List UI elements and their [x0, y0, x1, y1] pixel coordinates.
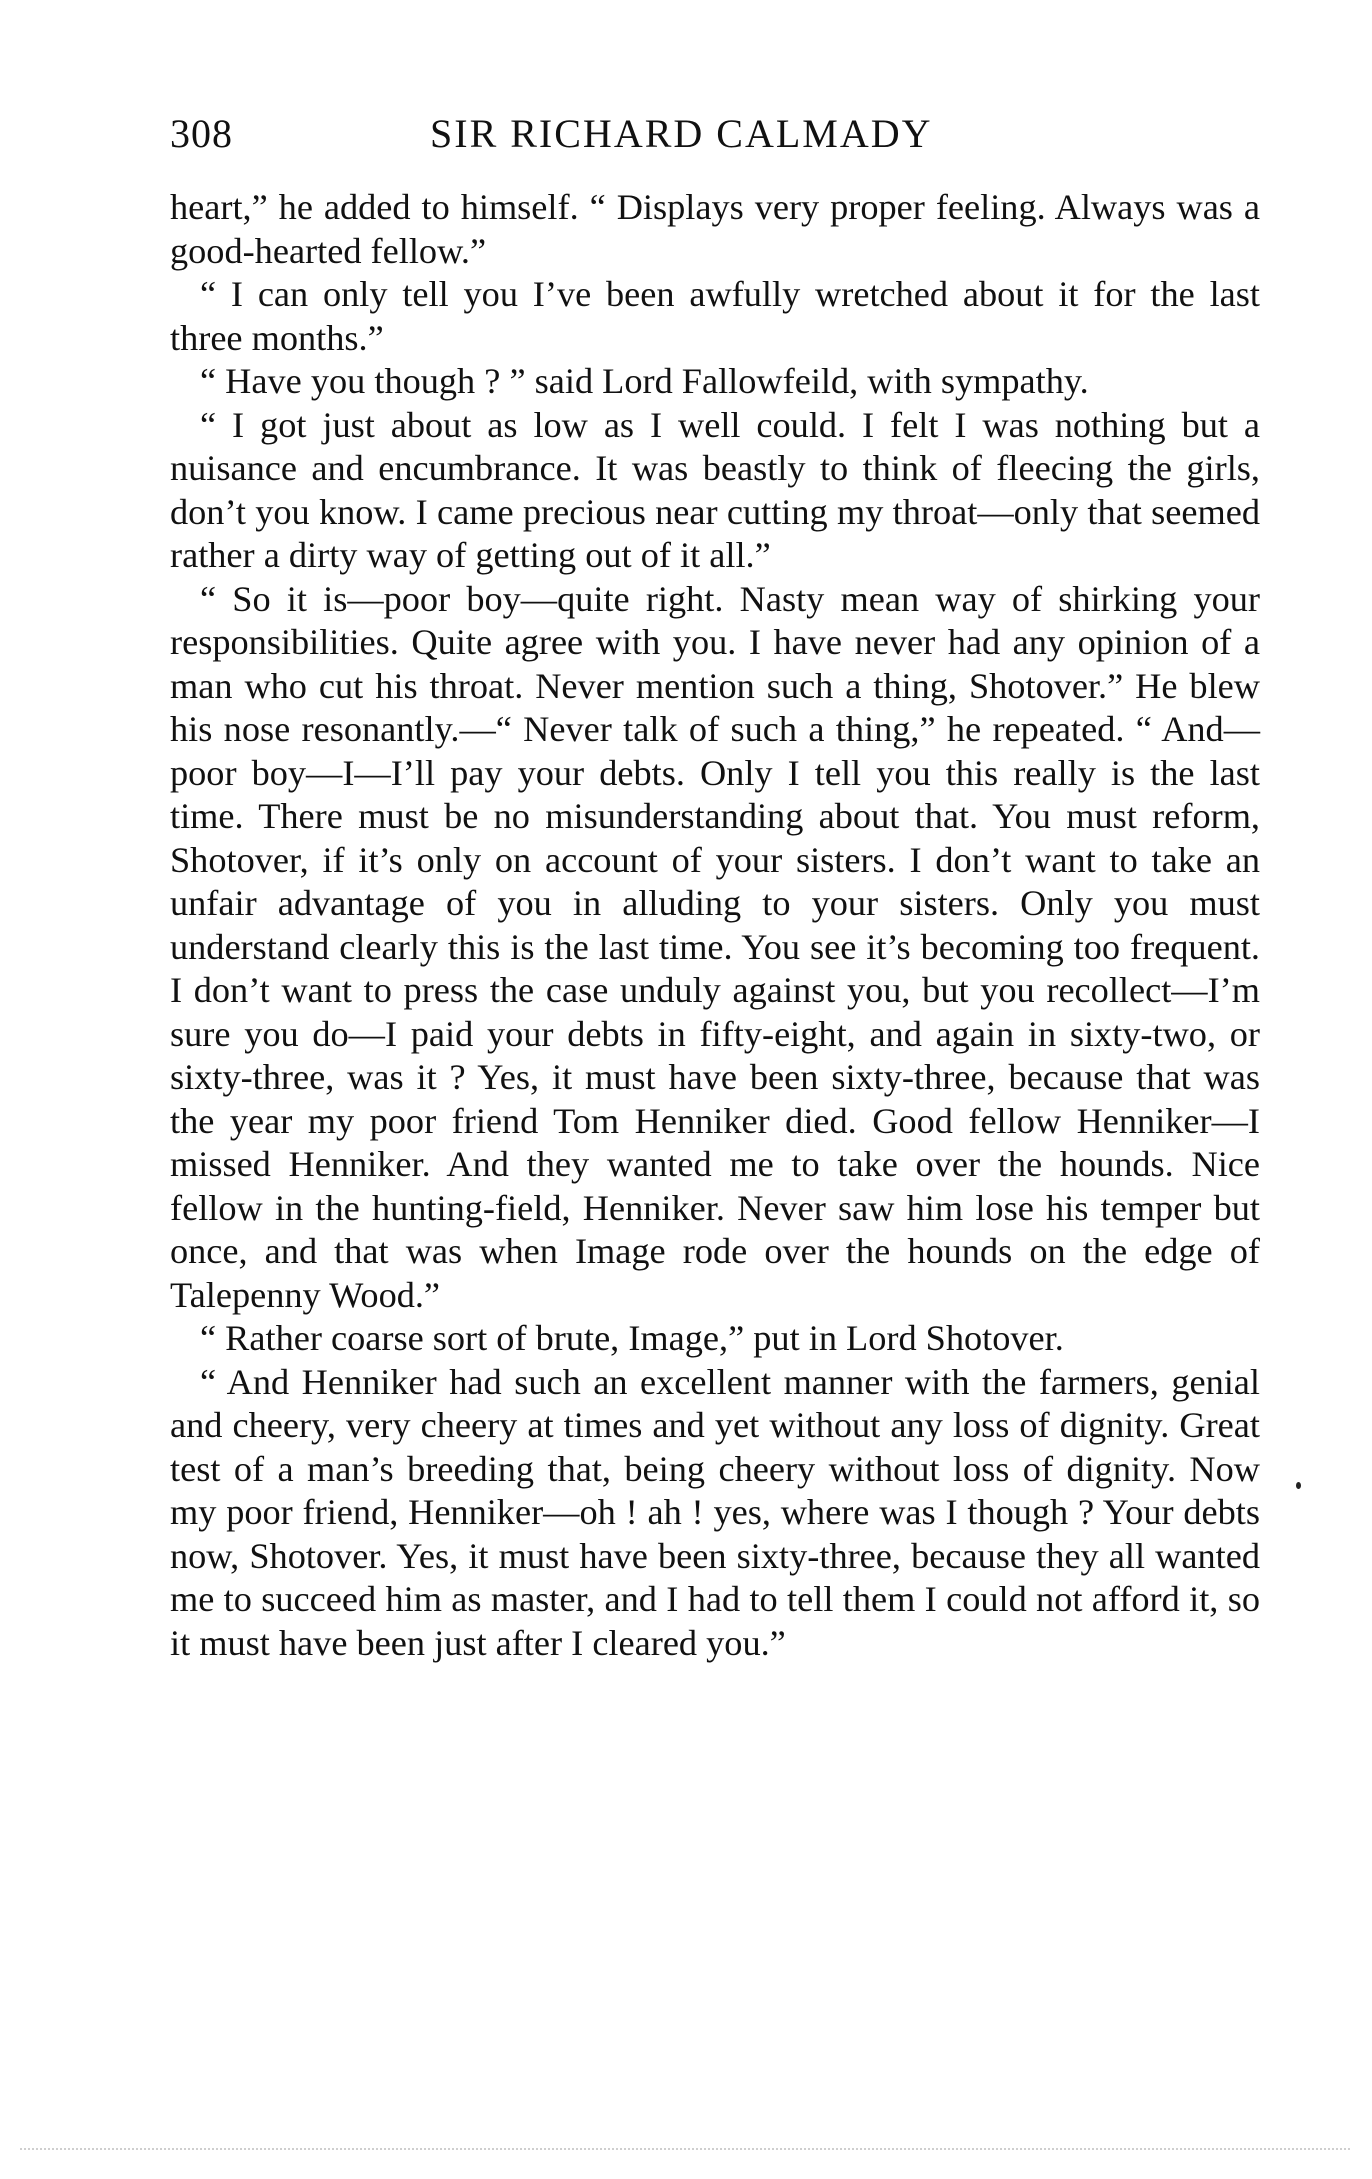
scan-edge-line	[20, 2148, 1350, 2150]
paragraph: “ I can only tell you I’ve been awfully wretched about it for the last three months.”	[170, 274, 1260, 358]
ink-speck	[1296, 1482, 1301, 1489]
book-page	[170, 100, 1260, 2060]
paragraph: “ Have you though ? ” said Lord Fallowfeild, with sympathy.	[200, 361, 1089, 401]
page-header	[170, 100, 1260, 168]
paragraph: “ And Henniker had such an excellent manner with the farmers, genial and cheery, very cheery at times and yet without any loss of dignity. Great test of a man’s breeding that, being cheery without loss of dignity. Now my poor friend, Henniker—oh ! ah ! yes, where was I though ? Your debts now, Shotover. Yes, it must have been sixty-three, because they all wanted me to succeed him as master, and I had to tell them I could not afford it, so it must have been just after I cleared you.”	[170, 1361, 1260, 1663]
paragraph: “ So it is—poor boy—quite right. Nasty mean way of shirking your responsibilities. Quite agree with you. I have never had any opinion of a man who cut his throat. Never mention such a thing, Shotover.” He blew his nose resonantly.—“ Never talk of such a thing,” he repeated. “ And—poor boy—I—I’ll pay your debts. Only I tell you this really is the last time. There must be no misunderstanding about that. You must reform, Shotover, if it’s only on account of your sisters. I don’t want to take an unfair advantage of you in alluding to your sisters. Only you must understand clearly this is the last time. You see it’s becoming too frequent. I don’t want to press the case unduly against you, but you recollect—I’m sure you do—I paid your debts in fifty-eight, and again in sixty-two, or sixty-three, was it ? Yes, it must have been sixty-three, because that was the year my poor friend Tom Henniker died. Good fellow Henniker—I missed Henniker. And they wanted me to take over the hounds. Nice fellow in the hunting-field, Henniker. Never saw him lose his temper but once, and that was when Image rode over the hounds on the edge of Talepenny Wood.”	[170, 578, 1260, 1315]
body-text	[170, 186, 1260, 1665]
paragraph: “ Rather coarse sort of brute, Image,” put in Lord Shotover.	[200, 1318, 1064, 1358]
page-number: 308	[170, 111, 233, 156]
paragraph: “ I got just about as low as I well could. I felt I was nothing but a nuisance and encumbrance. It was beastly to think of fleecing the girls, don’t you know. I came precious near cutting my throat—only that seemed rather a dirty way of getting out of it all.”	[170, 404, 1260, 575]
paragraph: heart,” he added to himself. “ Displays very proper feeling. Always was a good-hearted fellow.”	[170, 187, 1260, 271]
running-title: SIR RICHARD CALMADY	[430, 111, 933, 156]
